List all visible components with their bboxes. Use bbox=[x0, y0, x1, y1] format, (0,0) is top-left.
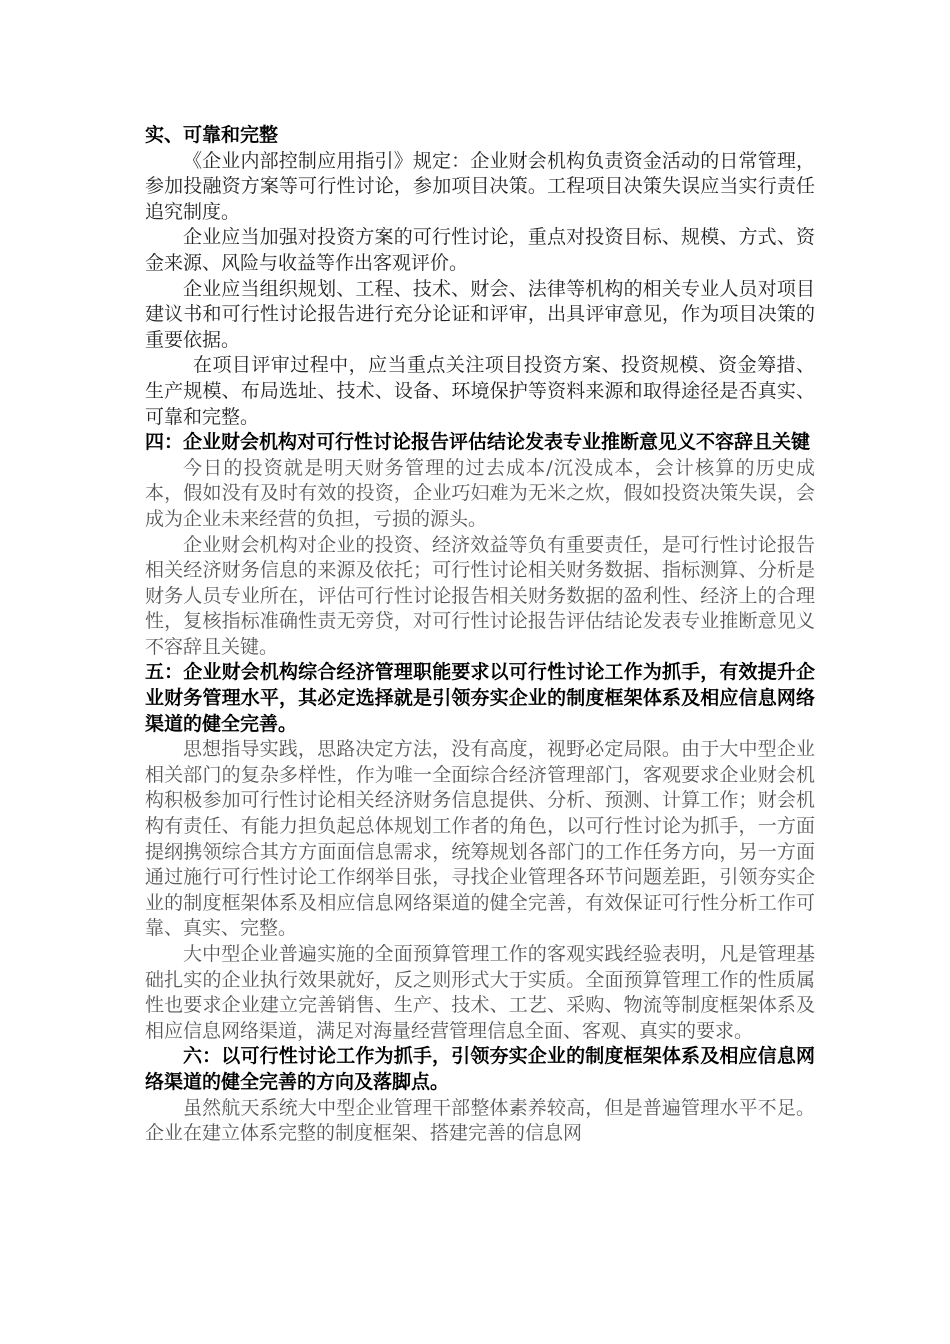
section-heading-6: 六：以可行性讨论工作为抓手，引领夯实企业的制度框架体系及相应信息网络渠道的健全完善的方向及落脚点。 bbox=[145, 1045, 815, 1093]
body-paragraph: 虽然航天系统大中型企业管理干部整体素养较高，但是普遍管理水平不足。企业在建立体系完整的制度框架、搭建完善的信息网 bbox=[145, 1096, 815, 1145]
section-heading-4: 四：企业财会机构对可行性讨论报告评估结论发表专业推断意见义不容辞且关键 bbox=[145, 431, 811, 454]
body-paragraph: 《企业内部控制应用指引》规定：企业财会机构负责资金活动的日常管理，参加投融资方案等可行性讨论，参加项目决策。工程项目决策失误应当实行责任追究制度。 bbox=[145, 149, 815, 223]
body-paragraph: 企业应当加强对投资方案的可行性讨论，重点对投资目标、规模、方式、资金来源、风险与收益等作出客观评价。 bbox=[145, 226, 815, 274]
body-paragraph: 思想指导实践，思路决定方法，没有高度，视野必定局限。由于大中型企业相关部门的复杂多样性，作为唯一全面综合经济管理部门，客观要求企业财会机构积极参加可行性讨论相关经济财务信息提供、分析、预测、计算工作；财会机构有责任、有能力担负起总体规划工作者的角色，以可行性讨论为抓手，一方面提纲携领综合其方方面面信息需求，统筹规划各部门的工作任务方向，另一方面通过施行可行性讨论工作纲举目张，寻找企业管理各环节问题差距，引领夯实企业的制度框架体系及相应信息网络渠道的健全完善，有效保证可行性分析工作可靠、真实、完整。 bbox=[145, 738, 815, 940]
heading-tail: 实、可靠和完整 bbox=[145, 124, 279, 146]
body-paragraph: 在项目评审过程中，应当重点关注项目投资方案、投资规模、资金筹措、生产规模、布局选址、技术、设备、环境保护等资料来源和取得途径是否真实、可靠和完整。 bbox=[145, 354, 815, 428]
document-body bbox=[145, 123, 815, 1147]
body-paragraph: 今日的投资就是明天财务管理的过去成本/沉没成本，会计核算的历史成本，假如没有及时有效的投资，企业巧妇难为无米之炊，假如投资决策失误，会成为企业未来经营的负担，亏损的源头。 bbox=[145, 456, 815, 530]
section-heading-5: 五：企业财会机构综合经济管理职能要求以可行性讨论工作为抓手，有效提升企业财务管理水平，其必定选择就是引领夯实企业的制度框架体系及相应信息网络渠道的健全完善。 bbox=[145, 661, 815, 735]
body-paragraph: 企业财会机构对企业的投资、经济效益等负有重要责任，是可行性讨论报告相关经济财务信息的来源及依托；可行性讨论相关财务数据、指标测算、分析是财务人员专业所在，评估可行性讨论报告相关财务数据的盈利性、经济上的合理性，复核指标准确性责无旁贷，对可行性讨论报告评估结论发表专业推断意见义不容辞且关键。 bbox=[145, 533, 815, 658]
body-paragraph: 大中型企业普遍实施的全面预算管理工作的客观实践经验表明，凡是管理基础扎实的企业执行效果就好，反之则形式大于实质。全面预算管理工作的性质属性也要求企业建立完善销售、生产、技术、工艺、采购、物流等制度框架体系及相应信息网络渠道，满足对海量经营管理信息全面、客观、真实的要求。 bbox=[145, 943, 815, 1042]
body-paragraph: 企业应当组织规划、工程、技术、财会、法律等机构的相关专业人员对项目建议书和可行性讨论报告进行充分论证和评审，出具评审意见，作为项目决策的重要依据。 bbox=[145, 277, 815, 351]
